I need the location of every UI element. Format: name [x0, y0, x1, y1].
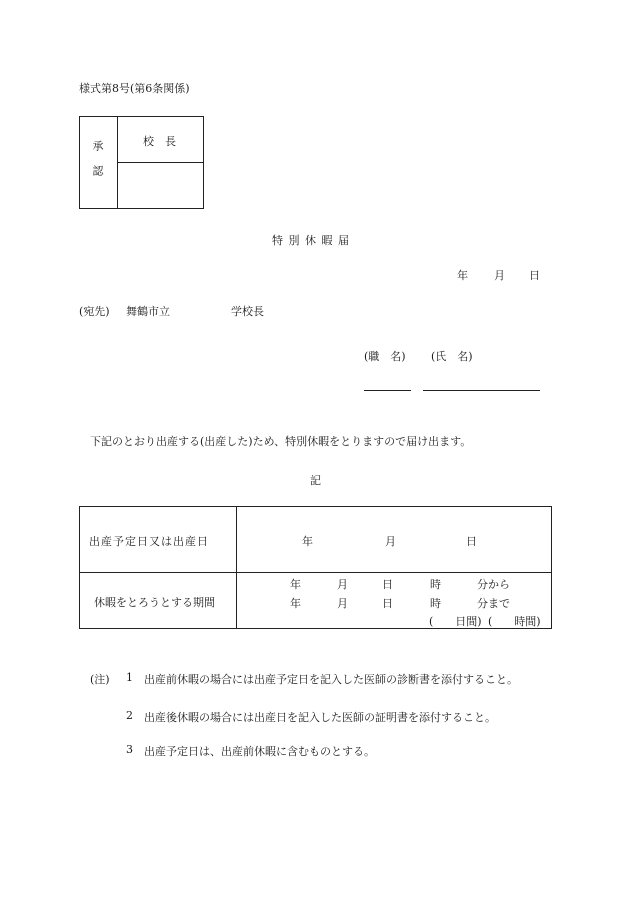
date-day-label: 日 — [529, 269, 540, 282]
date-year-label: 年 — [457, 269, 468, 282]
row1-day[interactable]: 日 — [466, 535, 477, 548]
position-label: (職 名) — [364, 350, 406, 363]
from-day[interactable]: 日 — [382, 578, 393, 591]
table-divider-v — [236, 506, 237, 629]
from-minute[interactable]: 分から — [477, 578, 510, 591]
position-underline[interactable] — [364, 390, 411, 391]
from-year[interactable]: 年 — [290, 578, 301, 591]
note-1-number: 1 — [126, 671, 133, 684]
to-year[interactable]: 年 — [290, 597, 301, 610]
note-1-text: 出産前休暇の場合には出産予定日を記入した医師の診断書を添付すること。 — [144, 673, 518, 686]
body-text: 下記のとおり出産する(出産した)ため、特別休暇をとりますので届け出ます。 — [90, 435, 472, 448]
notes-label: (注) — [90, 673, 110, 686]
from-hour[interactable]: 時 — [430, 578, 441, 591]
addressee-city: 舞鶴市立 — [126, 305, 170, 318]
to-hour[interactable]: 時 — [430, 597, 441, 610]
addressee-prefix: (宛先) — [79, 305, 110, 318]
row1-month[interactable]: 月 — [385, 535, 396, 548]
form-number: 様式第8号(第6条関係) — [79, 82, 190, 95]
date-month-label: 月 — [494, 269, 505, 282]
table-divider-h — [79, 572, 552, 573]
note-3-text: 出産予定日は、出産前休暇に含むものとする。 — [144, 745, 375, 758]
name-label: (氏 名) — [431, 350, 473, 363]
approval-divider-h — [117, 162, 204, 163]
from-month[interactable]: 月 — [337, 578, 348, 591]
to-minute[interactable]: 分まで — [477, 597, 510, 610]
row1-label: 出産予定日又は出産日 — [89, 535, 209, 548]
name-underline[interactable] — [423, 390, 540, 391]
ki-label: 記 — [310, 474, 321, 487]
total-hours[interactable]: ( 時間) — [488, 615, 541, 628]
to-day[interactable]: 日 — [382, 597, 393, 610]
note-3-number: 3 — [126, 743, 133, 756]
note-2-number: 2 — [126, 709, 133, 722]
row2-label: 休暇をとろうとする期間 — [94, 596, 215, 609]
document-title: 特 別 休 暇 届 — [272, 234, 350, 247]
addressee-school-head: 学校長 — [231, 305, 264, 318]
principal-seal-field[interactable] — [119, 164, 202, 207]
to-month[interactable]: 月 — [337, 597, 348, 610]
row1-year[interactable]: 年 — [302, 535, 313, 548]
principal-label: 校 長 — [143, 135, 176, 148]
note-2-text: 出産後休暇の場合には出産日を記入した医師の証明書を添付すること。 — [144, 711, 496, 724]
approval-label: 承認 — [91, 140, 104, 190]
total-days[interactable]: ( 日間) — [429, 615, 482, 628]
